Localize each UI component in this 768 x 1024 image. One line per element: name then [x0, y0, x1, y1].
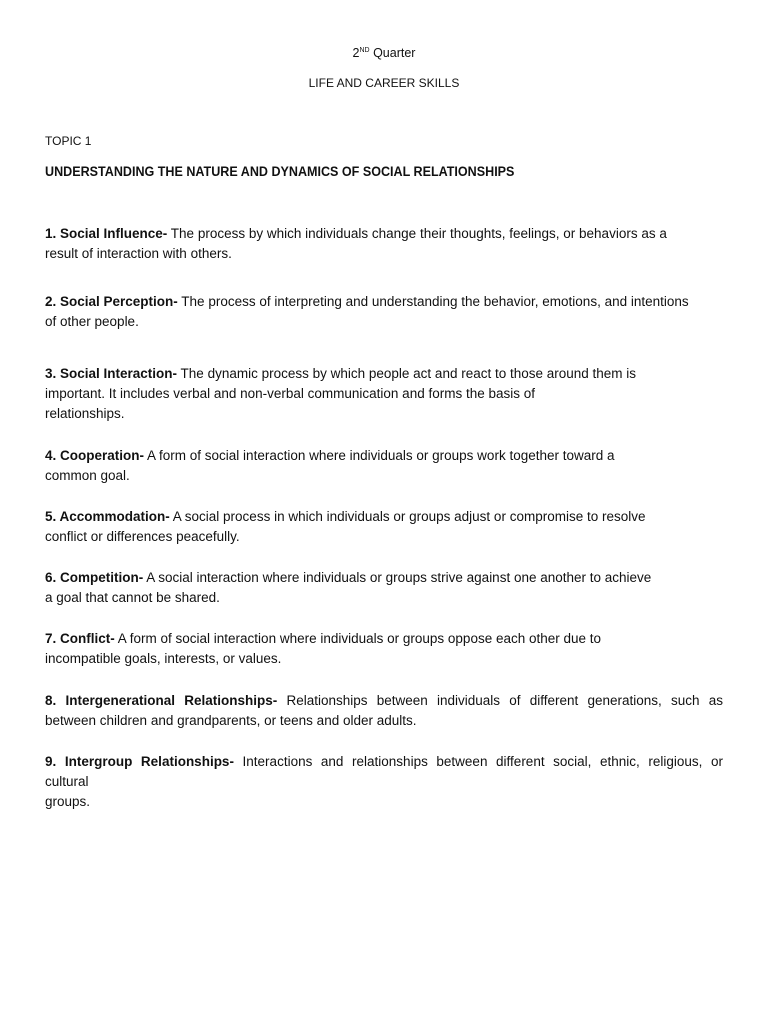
definition-text: common goal. [45, 468, 130, 483]
definition-text: a goal that cannot be shared. [45, 590, 220, 605]
topic-label: TOPIC 1 [45, 134, 92, 148]
definition-term: 1. Social Influence- [45, 226, 168, 241]
definition-text: of other people. [45, 314, 139, 329]
definition-line [45, 568, 723, 588]
definition-text: relationships. [45, 406, 125, 421]
definition-term: 4. Cooperation- [45, 448, 145, 463]
definition-line [45, 691, 723, 711]
definition-text: Relationships between individuals of different generations, such as [277, 693, 723, 708]
definition-line [45, 292, 723, 312]
definition-line [45, 507, 723, 527]
definition-term: 9. Intergroup Relationships- [45, 754, 234, 769]
definition-term: 7. Conflict- [45, 631, 115, 646]
quarter-word: Quarter [369, 46, 416, 60]
definition-text: A form of social interaction where individuals or groups work together toward a [144, 448, 615, 463]
definition-text: A social process in which individuals or groups adjust or compromise to resolve [169, 509, 646, 524]
definition-text: between children and grandparents, or teens and older adults. [45, 713, 417, 728]
definition-item-conflict [45, 629, 723, 669]
definition-item-social-interaction [45, 364, 723, 424]
definition-text: The dynamic process by which people act and react to those around them is [177, 366, 637, 381]
topic-title: UNDERSTANDING THE NATURE AND DYNAMICS OF SOCIAL RELATIONSHIPS [45, 164, 515, 179]
quarter-ordinal-suffix: ND [359, 47, 370, 54]
definition-text: The process of interpreting and understanding the behavior, emotions, and intentions [177, 294, 689, 309]
definition-item-intergenerational-relationships [45, 691, 723, 731]
definition-item-cooperation [45, 446, 723, 486]
definition-term: 6. Competition- [45, 570, 144, 585]
definition-item-competition [45, 568, 723, 608]
quarter-heading [0, 46, 768, 60]
definition-text: Interactions and relationships between different social, ethnic, religious, or [233, 754, 724, 769]
definition-line [45, 224, 723, 244]
definition-term: 5. Accommodation- [45, 509, 170, 524]
definition-line [45, 364, 723, 384]
definition-text: A social interaction where individuals or groups strive against one another to achieve [143, 570, 652, 585]
definition-line [45, 752, 723, 772]
definition-line [45, 629, 723, 649]
definition-text: incompatible goals, interests, or values. [45, 651, 282, 666]
definition-item-accommodation [45, 507, 723, 547]
definition-text: A form of social interaction where individuals or groups oppose each other due to [114, 631, 602, 646]
definition-text: conflict or differences peacefully. [45, 529, 240, 544]
definition-text: cultural [45, 774, 89, 789]
definition-text: groups. [45, 794, 91, 809]
definition-item-social-perception [45, 292, 723, 332]
definition-text: The process by which individuals change their thoughts, feelings, or behaviors as a [167, 226, 667, 241]
quarter-number: 2 [352, 46, 360, 60]
definition-term: 8. Intergenerational Relationships- [45, 693, 278, 708]
definition-text: important. It includes verbal and non-verbal communication and forms the basis of [45, 386, 536, 401]
definition-line [45, 446, 723, 466]
definition-term: 2. Social Perception- [45, 294, 178, 309]
subject-heading: LIFE AND CAREER SKILLS [308, 76, 460, 90]
definition-item-intergroup-relationships [45, 752, 723, 812]
definition-term: 3. Social Interaction- [45, 366, 178, 381]
definition-item-social-influence [45, 224, 723, 264]
definition-text: result of interaction with others. [45, 246, 232, 261]
